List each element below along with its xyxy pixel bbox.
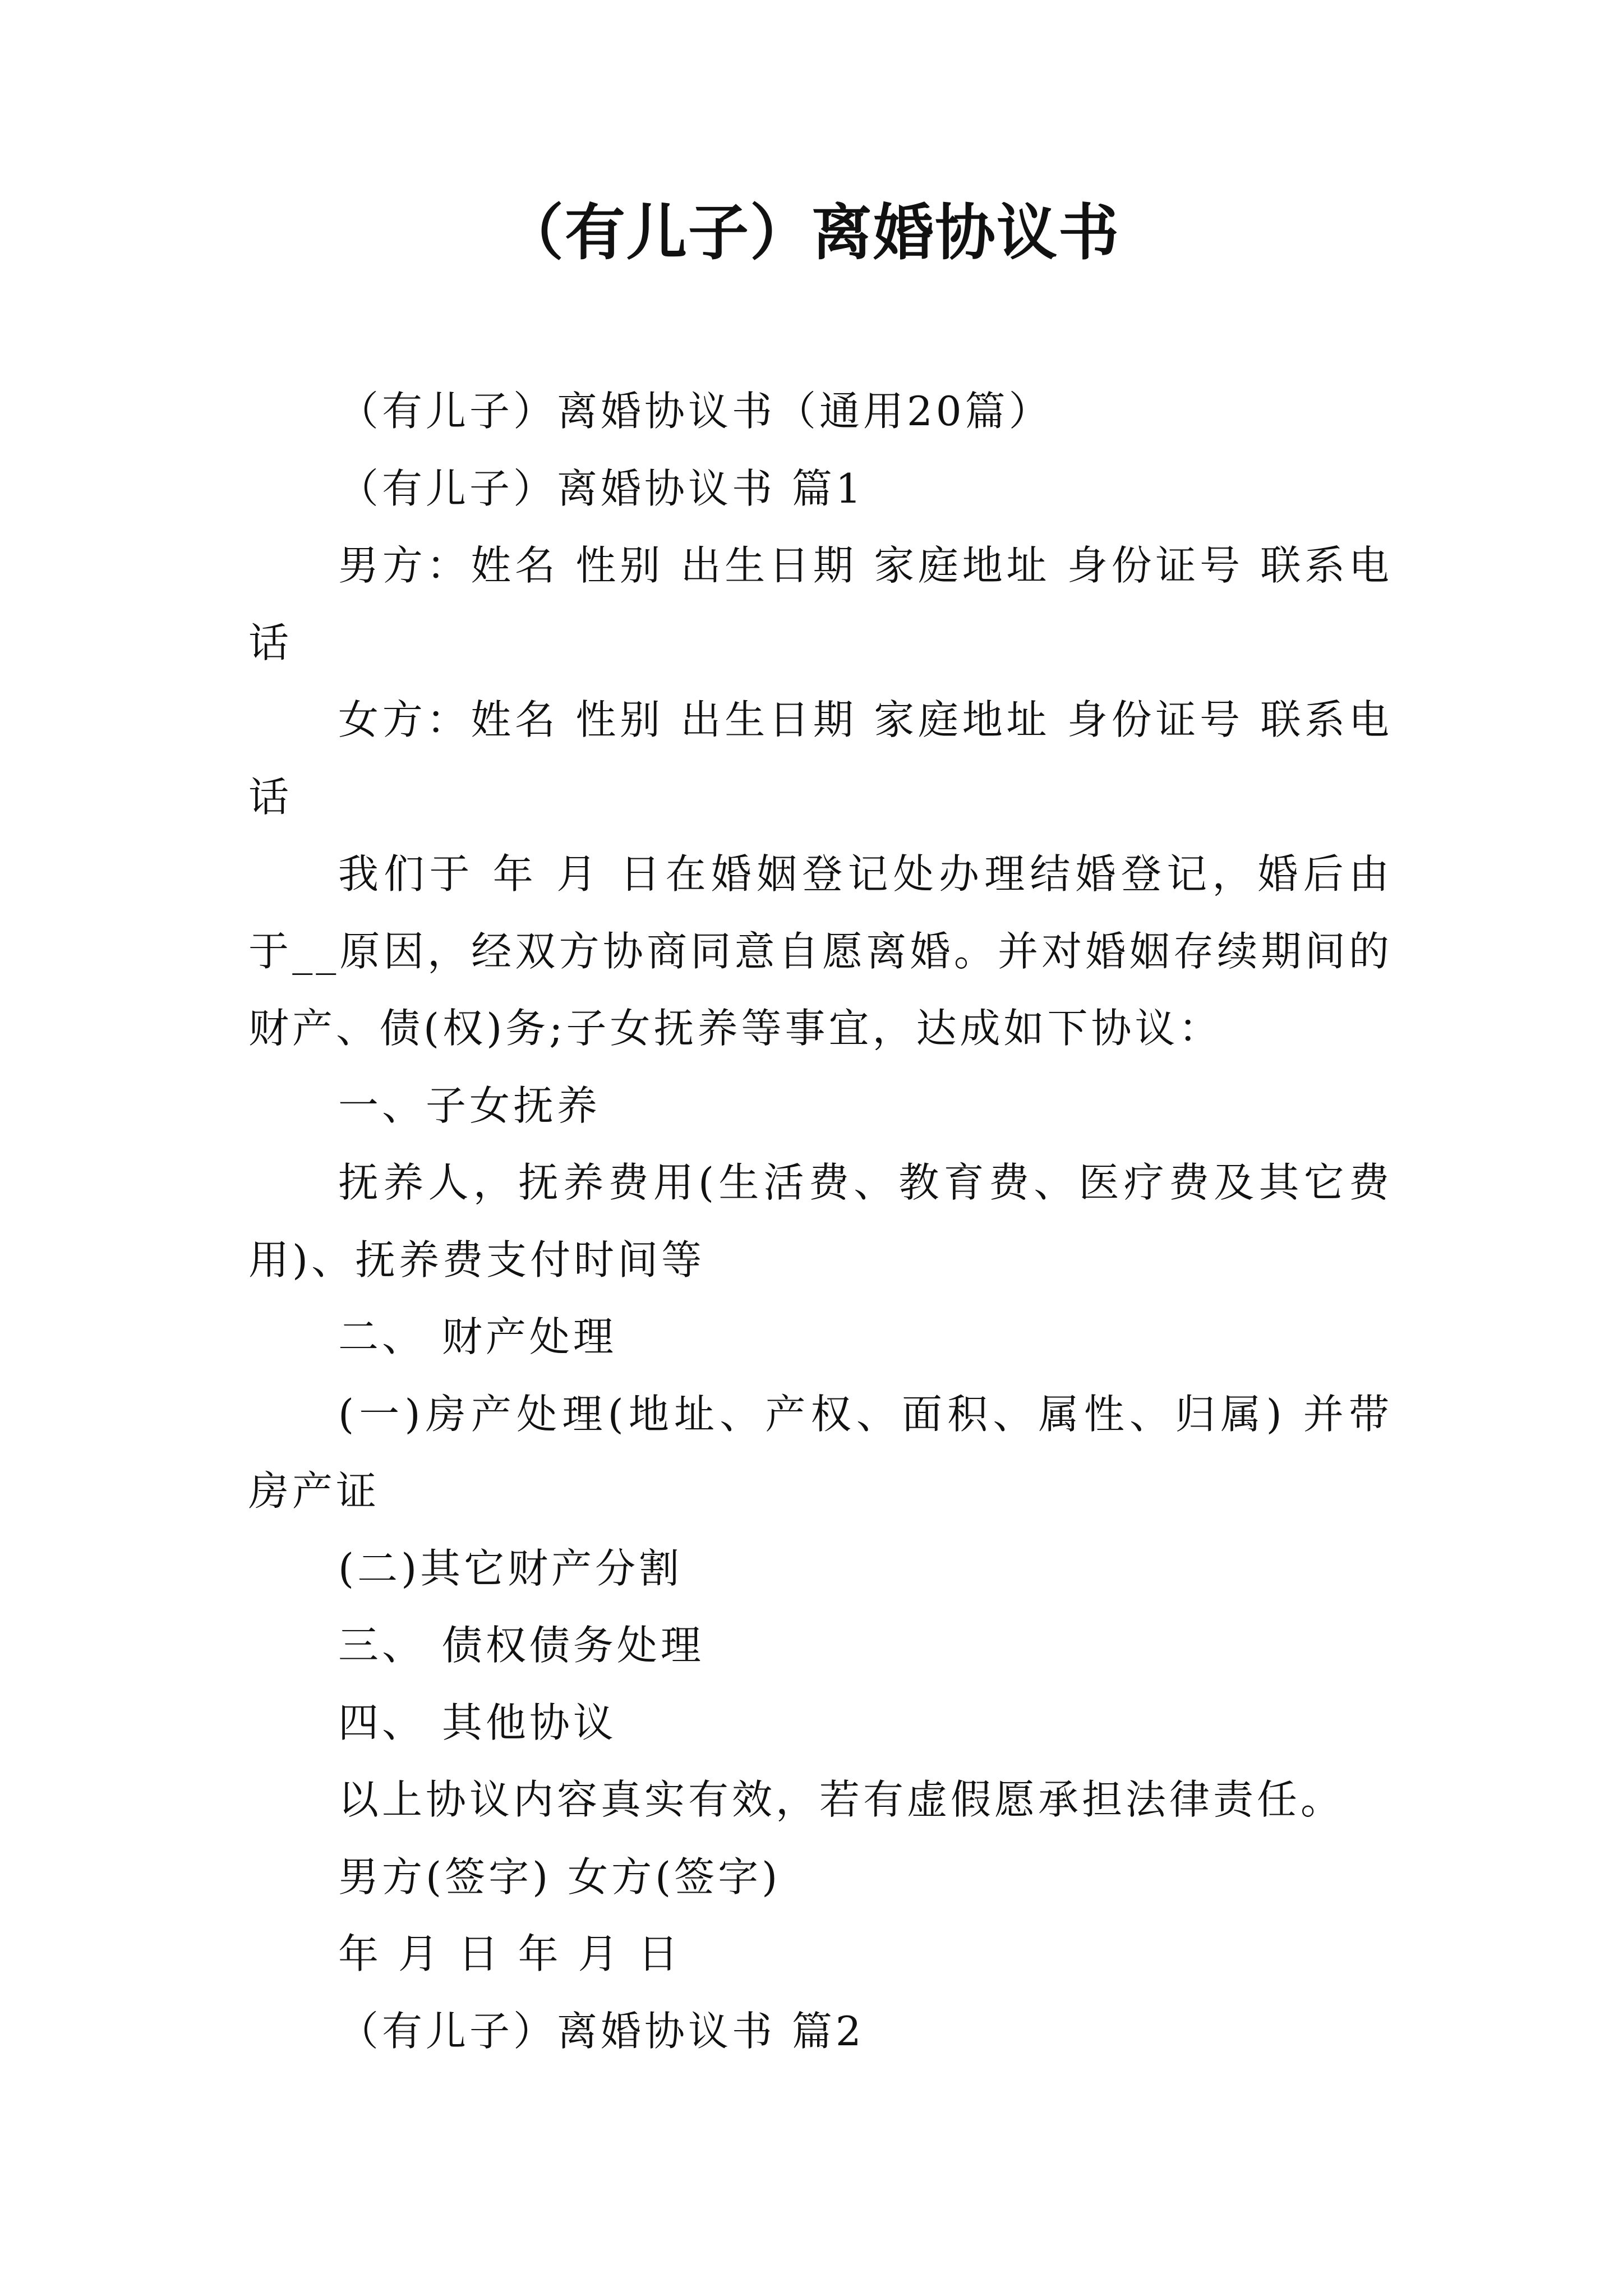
marriage-statement: 我们于 年 月 日在婚姻登记处办理结婚登记，婚后由于__原因，经双方协商同意自愿离婚。并对婚姻存续期间的财产、债(权)务;子女抚养等事宜，达成如下协议： [248, 850, 1393, 1052]
article-heading-2: （有儿子）离婚协议书 篇2 [338, 2007, 865, 2055]
signature-line: 男方(签字) 女方(签字) [338, 1853, 781, 1901]
other-property-division: (二)其它财产分割 [338, 1544, 683, 1592]
section-other-agreements: 四、 其他协议 [338, 1699, 617, 1746]
collection-heading: （有儿子）离婚协议书（通用20篇） [338, 388, 1053, 435]
document-body [248, 373, 1393, 2070]
female-party-info: 女方：姓名 性别 出生日期 家庭地址 身份证号 联系电话 [248, 696, 1393, 821]
section-debts: 三、 债权债务处理 [338, 1622, 704, 1669]
house-property-details: (一)房产处理(地址、产权、面积、属性、归属) 并带房产证 [248, 1390, 1393, 1515]
article-heading-1: （有儿子）离婚协议书 篇1 [338, 464, 865, 512]
legal-declaration: 以上协议内容真实有效，若有虚假愿承担法律责任。 [338, 1776, 1345, 1823]
date-line: 年 月 日 年 月 日 [338, 1930, 682, 1977]
section-child-custody: 一、子女抚养 [338, 1082, 601, 1129]
section-property: 二、 财产处理 [338, 1313, 617, 1360]
male-party-info: 男方：姓名 性别 出生日期 家庭地址 身份证号 联系电话 [248, 542, 1393, 666]
child-support-details: 抚养人，抚养费用(生活费、教育费、医疗费及其它费用)、抚养费支付时间等 [248, 1159, 1393, 1283]
document-title: （有儿子）离婚协议书 [502, 197, 1120, 268]
